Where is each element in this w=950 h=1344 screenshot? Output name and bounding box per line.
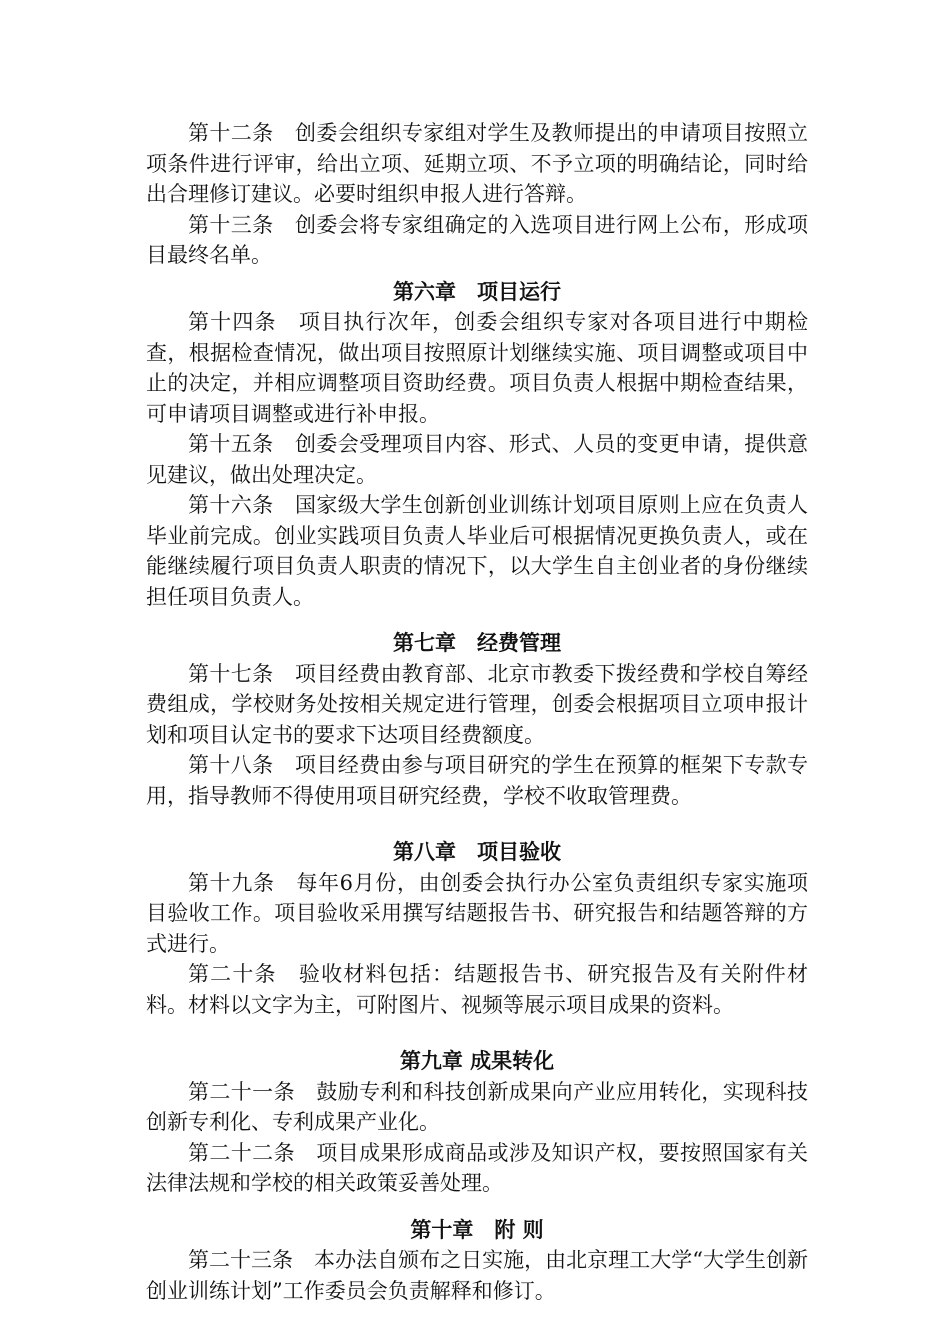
article-13: 第十三条 创委会将专家组确定的入选项目进行网上公布，形成项目最终名单。 [146, 212, 808, 267]
article-16: 第十六条 国家级大学生创新创业训练计划项目原则上应在负责人毕业前完成。创业实践项目负责人毕业后可根据情况更换负责人，或在能继续履行项目负责人职责的情况下，以大学生自主创业者的身份继续担任项目负责人。 [146, 493, 808, 609]
chapter-9-heading: 第九章 成果转化 [399, 1048, 555, 1073]
article-21: 第二十一条 鼓励专利和科技创新成果向产业应用转化，实现科技创新专利化、专利成果产业化。 [146, 1079, 808, 1134]
article-18: 第十八条 项目经费由参与项目研究的学生在预算的框架下专款专用，指导教师不得使用项目研究经费，学校不收取管理费。 [146, 753, 808, 808]
article-19: 第十九条 每年6月份，由创委会执行办公室负责组织专家实施项目验收工作。项目验收采用撰写结题报告书、研究报告和结题答辩的方式进行。 [146, 870, 808, 956]
article-23: 第二十三条 本办法自颁布之日实施，由北京理工大学“大学生创新创业训练计划”工作委员会负责解释和修订。 [146, 1248, 808, 1303]
article-14: 第十四条 项目执行次年，创委会组织专家对各项目进行中期检查，根据检查情况，做出项目按照原计划继续实施、项目调整或项目中止的决定，并相应调整项目资助经费。项目负责人根据中期检查结果，可申请项目调整或进行补申报。 [146, 310, 808, 426]
article-20: 第二十条 验收材料包括：结题报告书、研究报告及有关附件材料。材料以文字为主，可附图片、视频等展示项目成果的资料。 [146, 962, 808, 1017]
article-22: 第二十二条 项目成果形成商品或涉及知识产权，要按照国家有关法律法规和学校的相关政策妥善处理。 [146, 1140, 808, 1195]
chapter-6-heading: 第六章 项目运行 [393, 278, 561, 304]
article-17: 第十七条 项目经费由教育部、北京市教委下拨经费和学校自筹经费组成，学校财务处按相关规定进行管理，创委会根据项目立项申报计划和项目认定书的要求下达项目经费额度。 [146, 661, 808, 747]
chapter-8-heading: 第八章 项目验收 [393, 839, 561, 864]
chapter-7-heading: 第七章 经费管理 [393, 630, 561, 655]
chapter-10-heading: 第十章 附 则 [410, 1216, 544, 1242]
article-12: 第十二条 创委会组织专家组对学生及教师提出的申请项目按照立项条件进行评审，给出立项、延期立项、不予立项的明确结论，同时给出合理修订建议。必要时组织申报人进行答辩。 [146, 121, 808, 206]
article-15: 第十五条 创委会受理项目内容、形式、人员的变更申请，提供意见建议，做出处理决定。 [146, 432, 808, 487]
document-body [146, 118, 808, 1306]
